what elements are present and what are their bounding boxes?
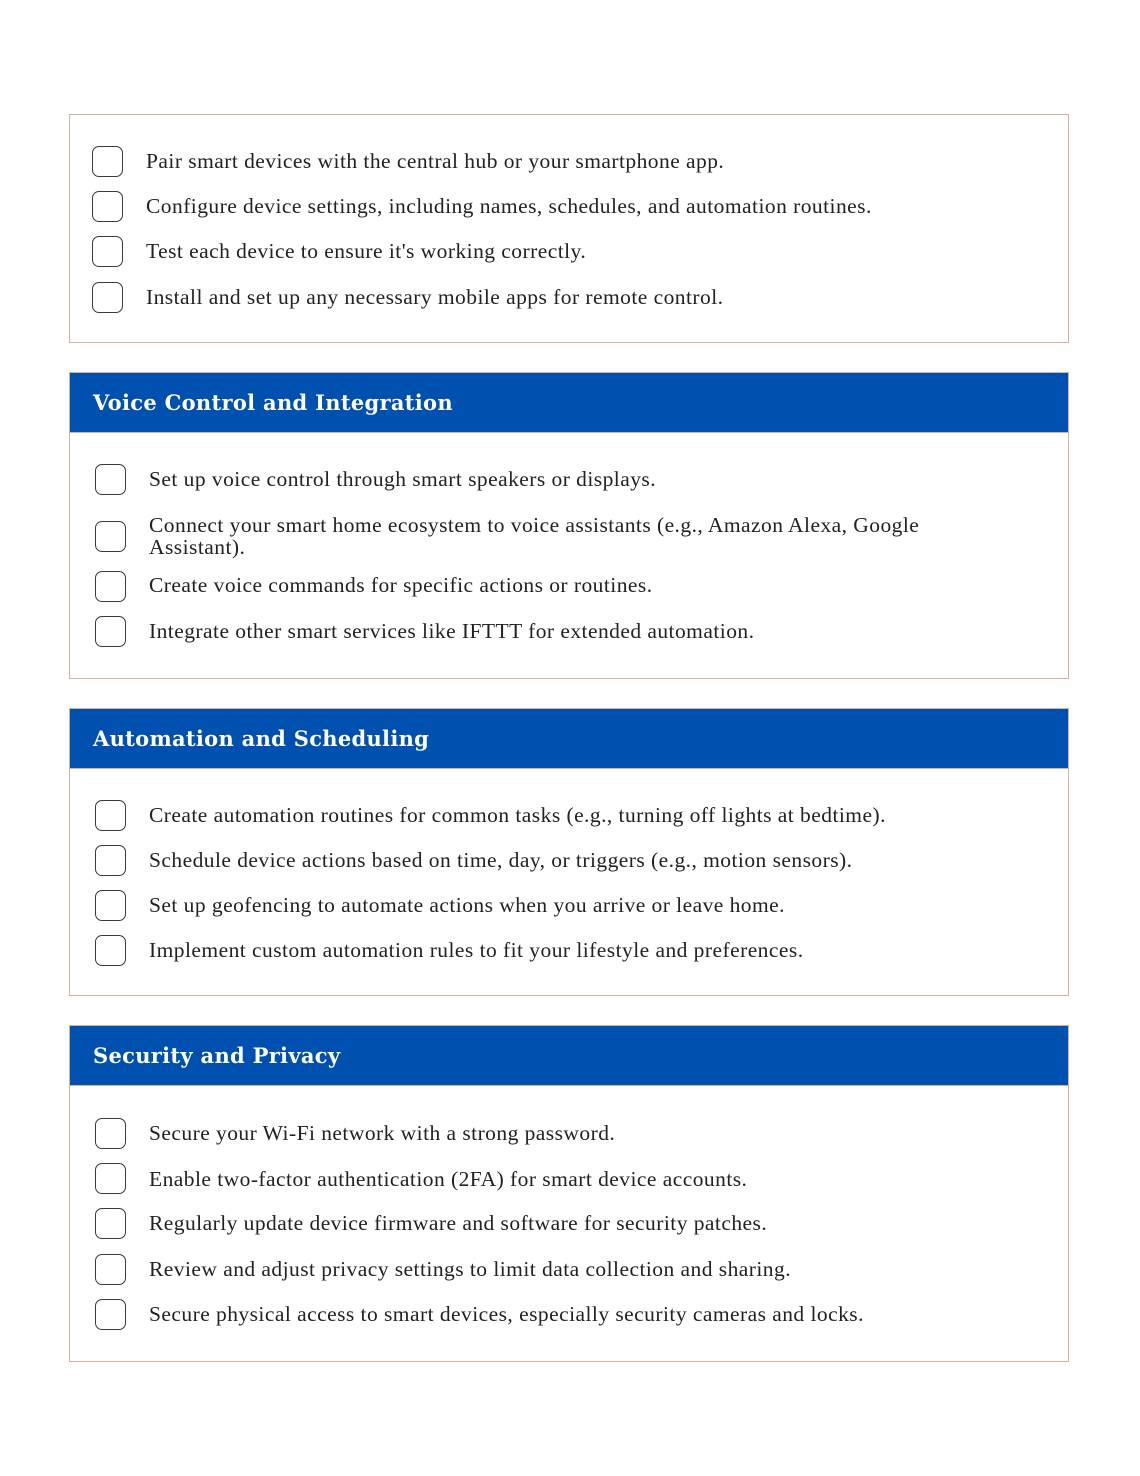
checkbox[interactable] — [95, 1118, 126, 1149]
checklist-item-label: Secure physical access to smart devices, especially security cameras and locks. — [149, 1302, 864, 1326]
section-title: Security and Privacy — [93, 1043, 341, 1068]
checkbox[interactable] — [95, 1299, 126, 1330]
checkbox[interactable] — [95, 521, 126, 552]
checklist-item-label: Review and adjust privacy settings to limit data collection and sharing. — [149, 1257, 792, 1281]
checklist-item-label: Create voice commands for specific actions or routines. — [149, 573, 653, 597]
checkbox[interactable] — [95, 571, 126, 602]
checklist-section-security — [69, 1025, 1069, 1362]
checkbox[interactable] — [95, 890, 126, 921]
checklist-item-label: Integrate other smart services like IFTTT for extended automation. — [149, 619, 755, 643]
checkbox[interactable] — [95, 800, 126, 831]
checklist-item-label: Install and set up any necessary mobile apps for remote control. — [146, 285, 724, 309]
checklist-item-label: Create automation routines for common tasks (e.g., turning off lights at bedtime). — [149, 803, 886, 827]
section-title: Voice Control and Integration — [93, 390, 453, 415]
checklist-item-label: Connect your smart home ecosystem to voice assistants (e.g., Amazon Alexa, Google Assistant). — [149, 513, 920, 559]
checkbox[interactable] — [95, 464, 126, 495]
checkbox[interactable] — [95, 845, 126, 876]
checklist-item-label: Implement custom automation rules to fit your lifestyle and preferences. — [149, 938, 804, 962]
checklist-item-label: Set up voice control through smart speakers or displays. — [149, 467, 657, 491]
checkbox[interactable] — [95, 616, 126, 647]
checkbox[interactable] — [95, 1163, 126, 1194]
checkbox[interactable] — [95, 935, 126, 966]
checklist-item-label: Test each device to ensure it's working correctly. — [146, 239, 587, 263]
checkbox[interactable] — [95, 1254, 126, 1285]
checklist-item-label: Set up geofencing to automate actions when you arrive or leave home. — [149, 893, 785, 917]
section-title: Automation and Scheduling — [93, 726, 430, 751]
checklist-section-voice-control — [69, 372, 1069, 679]
checklist-item-label: Pair smart devices with the central hub or your smartphone app. — [146, 149, 725, 173]
section-header — [70, 373, 1068, 433]
checkbox[interactable] — [92, 191, 123, 222]
checklist-item-label: Configure device settings, including names, schedules, and automation routines. — [146, 194, 872, 218]
checklist-item-label: Schedule device actions based on time, day, or triggers (e.g., motion sensors). — [149, 848, 853, 872]
checklist-item-label: Enable two-factor authentication (2FA) for smart device accounts. — [149, 1167, 748, 1191]
checkbox[interactable] — [92, 236, 123, 267]
checkbox[interactable] — [95, 1208, 126, 1239]
section-header — [70, 709, 1068, 769]
section-header — [70, 1026, 1068, 1086]
checklist-item-label: Regularly update device firmware and software for security patches. — [149, 1211, 768, 1235]
checklist-section-device-setup — [69, 114, 1069, 343]
checklist-item-label: Secure your Wi-Fi network with a strong password. — [149, 1121, 616, 1145]
checklist-section-automation — [69, 708, 1069, 996]
checkbox[interactable] — [92, 146, 123, 177]
checkbox[interactable] — [92, 282, 123, 313]
